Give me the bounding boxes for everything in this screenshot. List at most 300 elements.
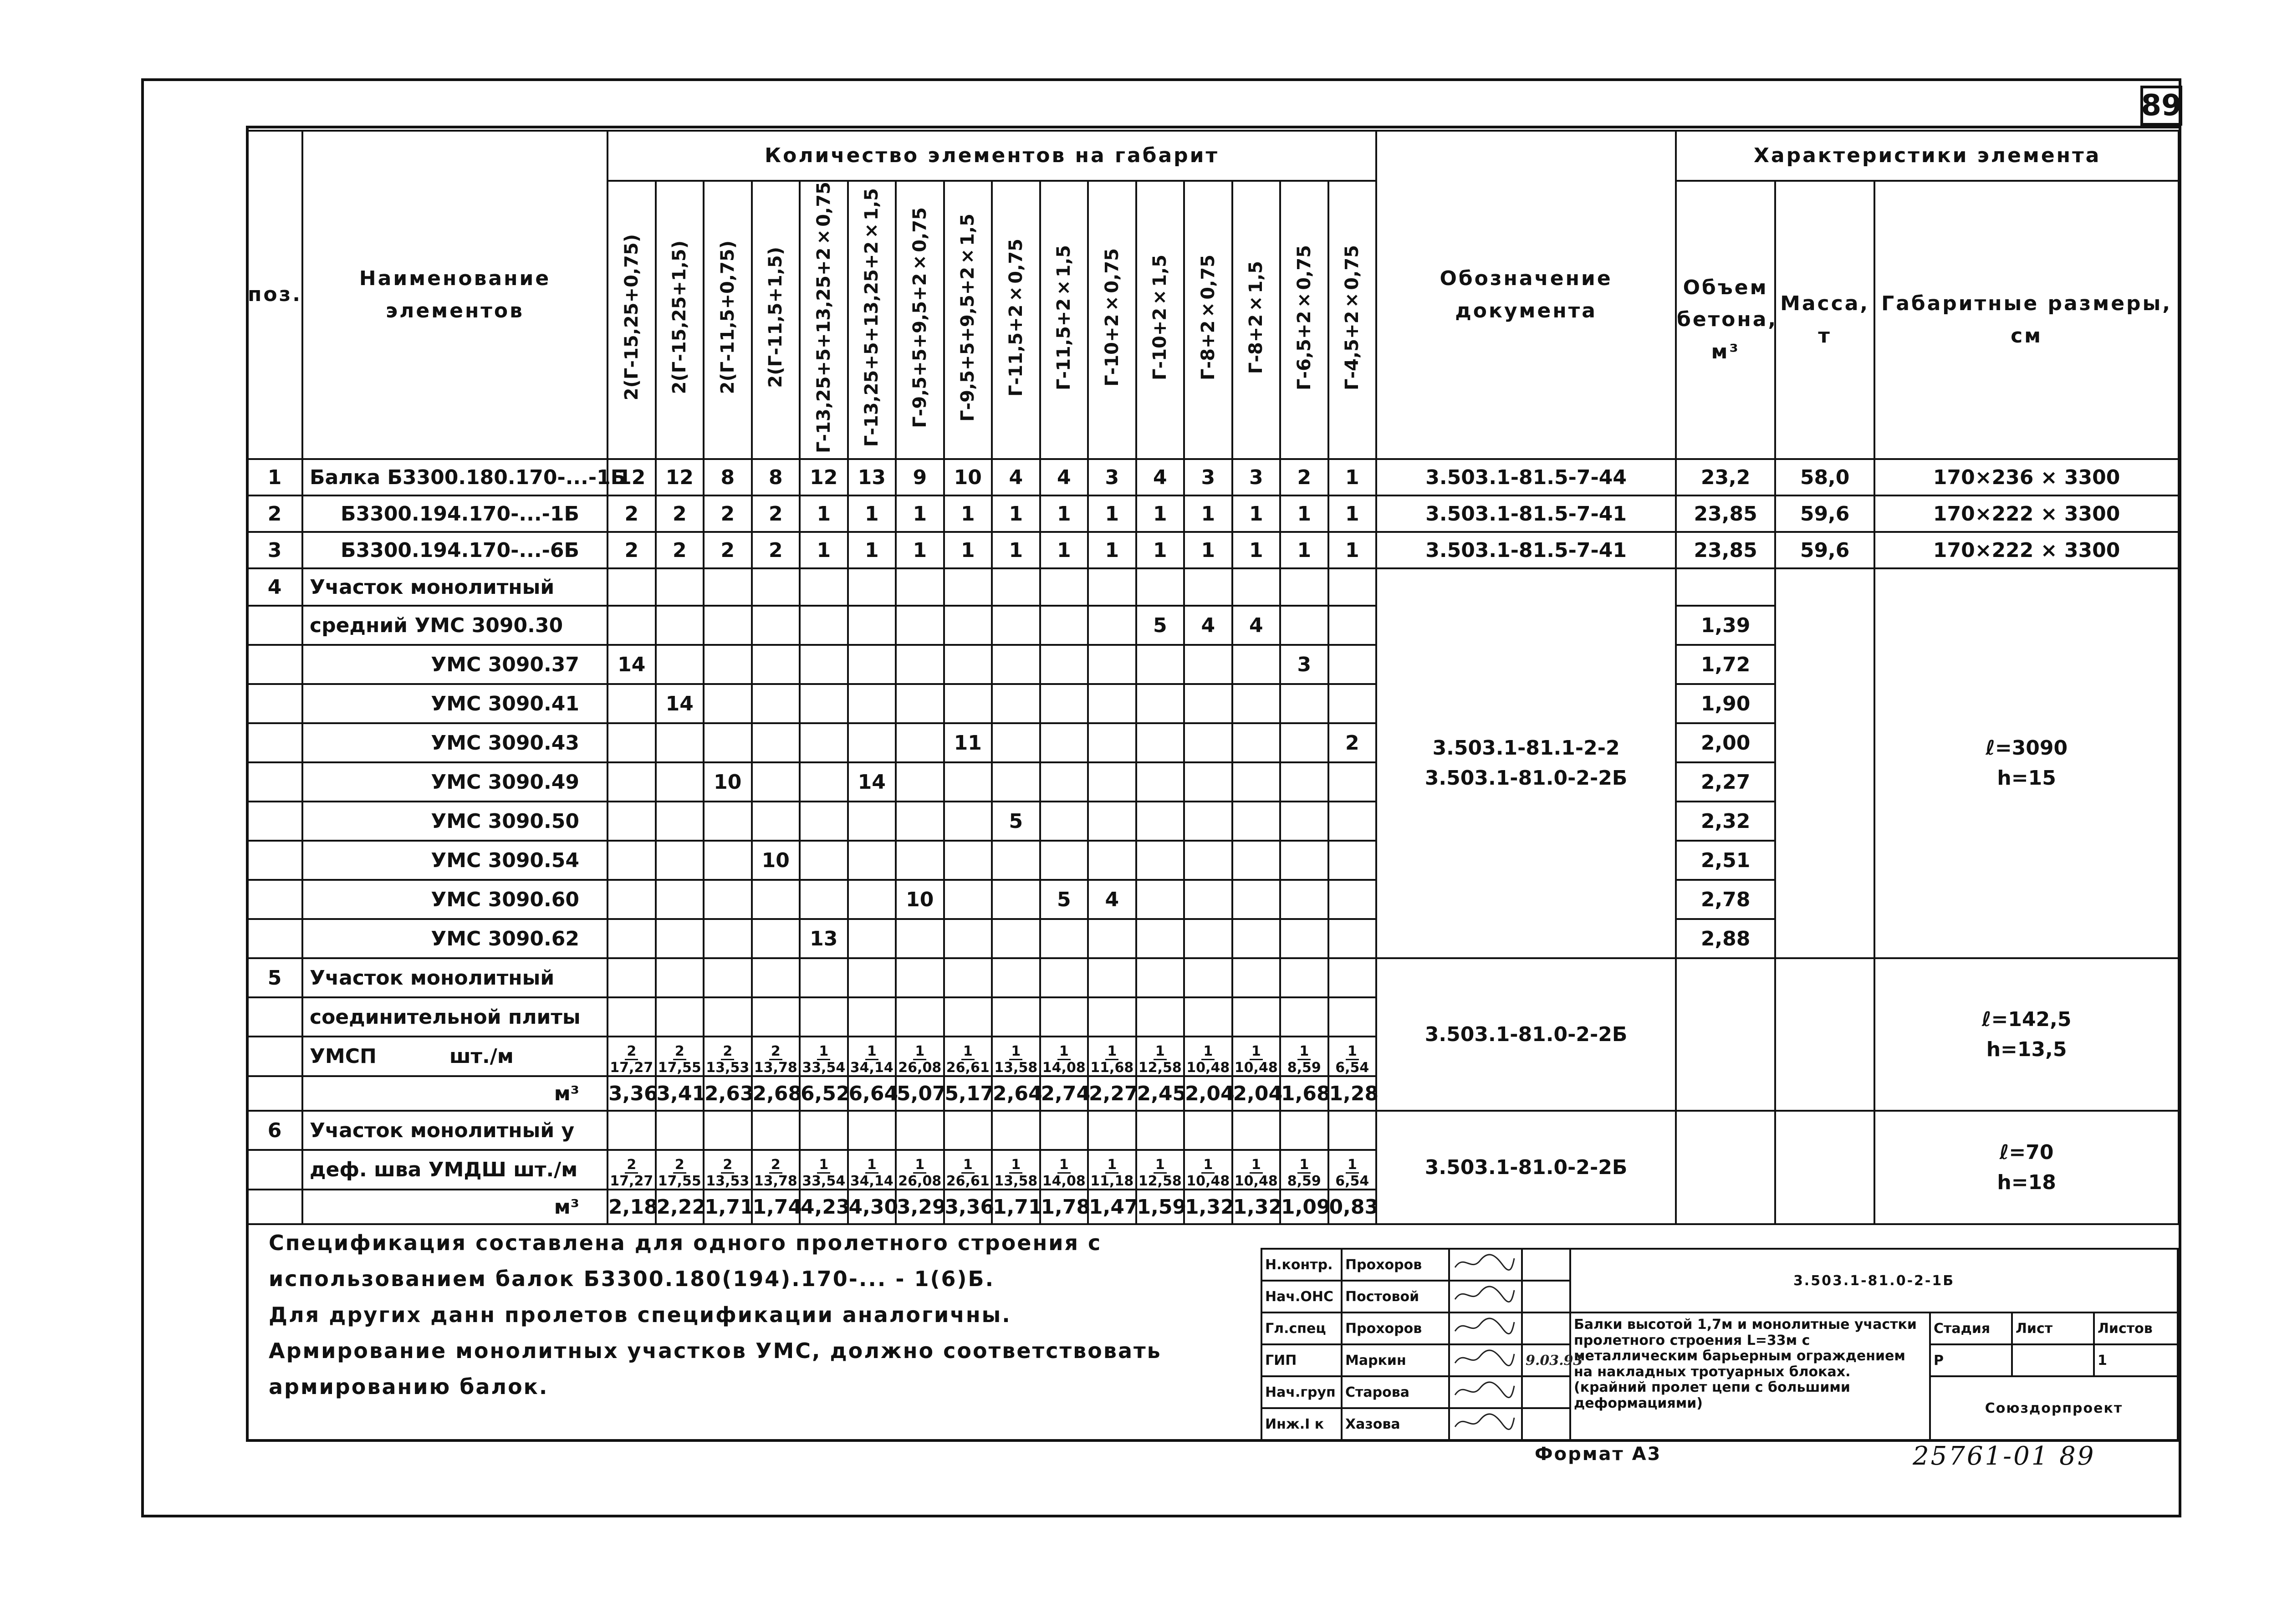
- header-doc: Обозначение документа: [1376, 131, 1676, 459]
- fraction: [1287, 1044, 1321, 1075]
- row-volume: 2,27: [1676, 762, 1775, 802]
- gabarit-label: Г-4,5+2×0,75: [1342, 245, 1363, 390]
- qty-cell: [752, 880, 800, 919]
- header-gabarit: [704, 181, 752, 459]
- row-mass: 58,0: [1775, 459, 1874, 495]
- row-pos: [247, 997, 302, 1037]
- fraction-cell: [848, 1037, 896, 1076]
- qty-cell: [752, 568, 800, 606]
- qty-cell: [1232, 762, 1281, 802]
- fraction-num: 2: [769, 1157, 782, 1174]
- qty-cell: 10: [704, 762, 752, 802]
- fraction-num: 2: [769, 1044, 782, 1060]
- qty-cell: [1136, 762, 1184, 802]
- qty-cell: [1280, 684, 1328, 723]
- section4-doc2: 3.503.1-81.0-2-2Б: [1424, 766, 1628, 790]
- stamp-signature: [1449, 1312, 1522, 1344]
- stamp-doc-number: 3.503.1-81.0-2-1Б: [1570, 1249, 2178, 1312]
- qty-cell: [1040, 919, 1088, 958]
- fraction-den: 10,48: [1234, 1173, 1278, 1190]
- row-pos: 4: [247, 568, 302, 606]
- qty-cell: [608, 1111, 656, 1150]
- qty-cell: [1232, 568, 1281, 606]
- row-name: [302, 1037, 608, 1076]
- stamp-signature: [1449, 1281, 1522, 1312]
- qty-cell: [704, 919, 752, 958]
- qty-cell: 2: [656, 532, 704, 568]
- fraction: [1042, 1044, 1086, 1075]
- qty-cell: [608, 723, 656, 762]
- row-mass: 59,6: [1775, 495, 1874, 532]
- qty-cell: [656, 645, 704, 684]
- vol-cell: 1,74: [752, 1190, 800, 1224]
- qty-cell: [608, 958, 656, 997]
- vol-cell: 3,29: [896, 1190, 944, 1224]
- section5-mass: [1775, 958, 1874, 1111]
- qty-cell: [992, 645, 1040, 684]
- fraction-den: 14,08: [1042, 1173, 1086, 1190]
- fraction-num: 1: [961, 1157, 975, 1174]
- qty-cell: [1184, 723, 1232, 762]
- qty-cell: [896, 645, 944, 684]
- row-pos: 6: [247, 1111, 302, 1150]
- header-dims-unit: см: [2011, 324, 2043, 347]
- stamp-role: Нач.ОНС: [1261, 1281, 1342, 1312]
- row-dims: 170×222 × 3300: [1874, 532, 2179, 568]
- stamp-sheet-label: Лист: [2012, 1312, 2094, 1344]
- qty-cell: 1: [992, 532, 1040, 568]
- fraction-den: 10,48: [1186, 1173, 1230, 1190]
- gabarit-label: Г-11,5+2×1,5: [1053, 245, 1075, 390]
- row-volume: 2,78: [1676, 880, 1775, 919]
- fraction-cell: [656, 1037, 704, 1076]
- row-pos: 3: [247, 532, 302, 568]
- qty-cell: [1184, 880, 1232, 919]
- fraction-num: 2: [721, 1044, 734, 1060]
- qty-cell: [1040, 841, 1088, 880]
- fraction-den: 10,48: [1186, 1060, 1230, 1076]
- row-volume: [1676, 568, 1775, 606]
- fraction-num: 1: [1154, 1157, 1167, 1174]
- qty-cell: 1: [1088, 532, 1136, 568]
- fraction-num: 1: [1346, 1157, 1359, 1174]
- qty-cell: [656, 1111, 704, 1150]
- qty-cell: [992, 1111, 1040, 1150]
- qty-cell: [1184, 684, 1232, 723]
- vol-cell: 6,64: [848, 1076, 896, 1111]
- qty-cell: [608, 880, 656, 919]
- qty-cell: 1: [1136, 532, 1184, 568]
- qty-cell: 5: [992, 802, 1040, 841]
- qty-cell: [1280, 841, 1328, 880]
- table-row: [247, 958, 2179, 997]
- qty-cell: [848, 997, 896, 1037]
- stamp-role: Гл.спец: [1261, 1312, 1342, 1344]
- signature-scribble: [1453, 1411, 1516, 1434]
- stamp-stage: Р: [1930, 1344, 2012, 1376]
- fraction-den: 14,08: [1042, 1060, 1086, 1076]
- qty-cell: [1328, 802, 1377, 841]
- qty-cell: 1: [1184, 495, 1232, 532]
- qty-cell: 14: [608, 645, 656, 684]
- qty-cell: 10: [752, 841, 800, 880]
- vol-cell: 2,74: [1040, 1076, 1088, 1111]
- qty-cell: [800, 723, 848, 762]
- fraction-cell: [1232, 1037, 1281, 1076]
- qty-cell: 8: [752, 459, 800, 495]
- qty-cell: [704, 880, 752, 919]
- fraction-cell: [800, 1150, 848, 1190]
- fraction-cell: [1184, 1037, 1232, 1076]
- qty-cell: [800, 568, 848, 606]
- stamp-signature: [1449, 1344, 1522, 1376]
- vol-cell: 3,36: [608, 1076, 656, 1111]
- qty-cell: 13: [800, 919, 848, 958]
- vol-cell: 3,41: [656, 1076, 704, 1111]
- vol-cell: 1,32: [1232, 1190, 1281, 1224]
- qty-cell: [1040, 723, 1088, 762]
- qty-cell: [1328, 606, 1377, 645]
- stamp-date: [1522, 1376, 1570, 1408]
- qty-cell: 2: [656, 495, 704, 532]
- qty-cell: [608, 841, 656, 880]
- qty-cell: [704, 1111, 752, 1150]
- fraction: [1090, 1044, 1133, 1075]
- section5-doc: 3.503.1-81.0-2-2Б: [1376, 958, 1676, 1111]
- fraction-den: 11,68: [1090, 1060, 1134, 1076]
- fraction-num: 2: [673, 1044, 686, 1060]
- qty-cell: [608, 997, 656, 1037]
- qty-cell: [944, 645, 992, 684]
- header-gabarit: [992, 181, 1040, 459]
- qty-cell: [1232, 1111, 1281, 1150]
- qty-cell: [1088, 997, 1136, 1037]
- qty-cell: [944, 919, 992, 958]
- row-pos: [247, 919, 302, 958]
- fraction-den: 17,55: [658, 1060, 701, 1076]
- qty-cell: 4: [1184, 606, 1232, 645]
- row-name: Участок монолитный: [302, 958, 608, 997]
- row-volume: 23,2: [1676, 459, 1775, 495]
- qty-cell: [704, 684, 752, 723]
- qty-cell: [896, 684, 944, 723]
- fraction-cell: [1280, 1150, 1328, 1190]
- fraction-cell: [944, 1150, 992, 1190]
- section4-dims: [1874, 568, 2179, 958]
- gabarit-label: Г-9,5+5+9,5+2×1,5: [957, 213, 979, 422]
- fraction: [946, 1157, 990, 1189]
- qty-cell: [848, 723, 896, 762]
- qty-cell: [704, 606, 752, 645]
- qty-cell: [848, 1111, 896, 1150]
- qty-cell: [1280, 880, 1328, 919]
- gabarit-label: Г-8+2×0,75: [1197, 255, 1219, 380]
- fraction-num: 1: [1297, 1157, 1311, 1174]
- qty-cell: [1232, 958, 1281, 997]
- qty-cell: [1280, 997, 1328, 1037]
- gabarit-label: Г-13,25+5+13,25+2×0,75: [813, 182, 834, 454]
- row-pos: 1: [247, 459, 302, 495]
- qty-cell: [1184, 958, 1232, 997]
- qty-cell: [1328, 762, 1377, 802]
- vol-cell: 2,64: [992, 1076, 1040, 1111]
- qty-cell: [1328, 645, 1377, 684]
- qty-cell: [656, 568, 704, 606]
- section4-dim2: h=15: [1997, 766, 2056, 790]
- row-pos: [247, 645, 302, 684]
- fraction: [1090, 1157, 1133, 1189]
- fraction-cell: [608, 1150, 656, 1190]
- table-row: [247, 532, 2179, 568]
- stamp-signature: [1449, 1249, 1522, 1281]
- qty-cell: [1136, 684, 1184, 723]
- fraction: [802, 1157, 845, 1189]
- qty-cell: 4: [992, 459, 1040, 495]
- stamp-name: Прохоров: [1342, 1249, 1449, 1281]
- row-volume: 23,85: [1676, 495, 1775, 532]
- vol-cell: 2,27: [1088, 1076, 1136, 1111]
- row-name: Б3300.194.170-...-1Б: [302, 495, 608, 532]
- qty-cell: 1: [1328, 459, 1377, 495]
- qty-cell: [1328, 1111, 1377, 1150]
- stamp-name: Постовой: [1342, 1281, 1449, 1312]
- fraction: [1235, 1157, 1278, 1189]
- fraction-den: 13,78: [754, 1060, 797, 1076]
- fraction-cell: [1040, 1037, 1088, 1076]
- gabarit-label: Г-6,5+2×0,75: [1293, 245, 1315, 390]
- fraction-num: 1: [1105, 1157, 1118, 1174]
- fraction-cell: [1280, 1037, 1328, 1076]
- vol-cell: 2,68: [752, 1076, 800, 1111]
- qty-cell: [1328, 880, 1377, 919]
- qty-cell: [1184, 841, 1232, 880]
- row-name: УМС 3090.37: [302, 645, 608, 684]
- qty-cell: [1088, 958, 1136, 997]
- row-pos: [247, 1037, 302, 1076]
- qty-cell: [1040, 1111, 1088, 1150]
- stamp-sheet: [2012, 1344, 2094, 1376]
- qty-cell: 1: [848, 495, 896, 532]
- qty-cell: 11: [944, 723, 992, 762]
- qty-cell: 10: [896, 880, 944, 919]
- vol-cell: 2,18: [608, 1190, 656, 1224]
- header-volume-unit: м³: [1711, 340, 1740, 363]
- header-mass-label: Масса,: [1780, 292, 1870, 316]
- fraction-num: 1: [1009, 1157, 1022, 1174]
- qty-cell: [848, 645, 896, 684]
- vol-cell: 2,22: [656, 1190, 704, 1224]
- fraction-num: 1: [913, 1044, 926, 1060]
- qty-cell: [896, 841, 944, 880]
- fraction: [898, 1157, 941, 1189]
- qty-cell: 4: [1136, 459, 1184, 495]
- header-dims-label: Габаритные размеры,: [1881, 292, 2172, 316]
- qty-cell: [944, 568, 992, 606]
- fraction-cell: [752, 1150, 800, 1190]
- stamp-stage-label: Стадия: [1930, 1312, 2012, 1344]
- fraction: [1335, 1044, 1369, 1075]
- qty-cell: [1088, 1111, 1136, 1150]
- section5-volume: [1676, 958, 1775, 1111]
- vol-cell: 4,30: [848, 1190, 896, 1224]
- vol-cell: 5,17: [944, 1076, 992, 1111]
- qty-cell: [1280, 802, 1328, 841]
- qty-cell: [608, 684, 656, 723]
- stamp-description: Балки высотой 1,7м и монолитные участки пролетного строения L=33м с металлическим барьерным ограждением на накладных тротуарных блоках. (крайний пролет цепи с большими деформациями): [1570, 1312, 1930, 1440]
- fraction-den: 34,14: [850, 1173, 893, 1190]
- qty-cell: 2: [752, 532, 800, 568]
- fraction-cell: [944, 1037, 992, 1076]
- fraction-den: 26,08: [898, 1173, 942, 1190]
- qty-cell: [896, 606, 944, 645]
- qty-cell: [944, 1111, 992, 1150]
- vol-cell: 1,59: [1136, 1190, 1184, 1224]
- qty-cell: [800, 802, 848, 841]
- qty-cell: [1328, 997, 1377, 1037]
- format-label: Формат А3: [1535, 1444, 1662, 1465]
- row-name: деф. шва УМДШ шт./м: [302, 1150, 608, 1190]
- header-gabarit: [1136, 181, 1184, 459]
- title-block: [1261, 1248, 2179, 1441]
- qty-cell: [800, 762, 848, 802]
- fraction-cell: [992, 1150, 1040, 1190]
- fraction-cell: [1328, 1150, 1377, 1190]
- fraction-num: 2: [625, 1157, 638, 1174]
- header-gabarit: [752, 181, 800, 459]
- qty-cell: [848, 958, 896, 997]
- gabarit-label: Г-11,5+2×0,75: [1005, 238, 1026, 397]
- qty-cell: 8: [704, 459, 752, 495]
- fraction-den: 26,08: [898, 1060, 942, 1076]
- qty-cell: [608, 802, 656, 841]
- qty-cell: [1040, 684, 1088, 723]
- section4-doc1: 3.503.1-81.1-2-2: [1432, 736, 1620, 760]
- qty-cell: 5: [1136, 606, 1184, 645]
- qty-cell: 2: [752, 495, 800, 532]
- qty-cell: 2: [1280, 459, 1328, 495]
- qty-cell: [1136, 841, 1184, 880]
- fraction-num: 1: [817, 1044, 830, 1060]
- header-mass: [1775, 181, 1874, 459]
- qty-cell: 5: [1040, 880, 1088, 919]
- row-pos: 5: [247, 958, 302, 997]
- qty-cell: [848, 802, 896, 841]
- qty-cell: [848, 841, 896, 880]
- table-row: [247, 459, 2179, 495]
- archive-number: 25761-01 89: [1913, 1441, 2096, 1471]
- qty-cell: [752, 997, 800, 1037]
- fraction-den: 12,58: [1138, 1173, 1182, 1190]
- stamp-role: Н.контр.: [1261, 1249, 1342, 1281]
- row-name: УМС 3090.60: [302, 880, 608, 919]
- row-name: УМС 3090.62: [302, 919, 608, 958]
- fraction-num: 1: [913, 1157, 926, 1174]
- qty-cell: 1: [1232, 495, 1281, 532]
- qty-cell: [1184, 919, 1232, 958]
- qty-cell: [1232, 841, 1281, 880]
- qty-cell: [896, 568, 944, 606]
- header-gabarit: [656, 181, 704, 459]
- row-pos: [247, 723, 302, 762]
- vol-cell: 6,52: [800, 1076, 848, 1111]
- qty-cell: 2: [704, 532, 752, 568]
- qty-cell: [992, 841, 1040, 880]
- qty-cell: [1088, 568, 1136, 606]
- qty-cell: [800, 880, 848, 919]
- qty-cell: [944, 997, 992, 1037]
- vol-cell: 1,28: [1328, 1076, 1377, 1111]
- fraction-cell: [800, 1037, 848, 1076]
- section4-dim1: ℓ=3090: [1986, 736, 2068, 760]
- qty-cell: 3: [1232, 459, 1281, 495]
- qty-cell: [944, 802, 992, 841]
- qty-cell: [656, 880, 704, 919]
- header-pos: поз.: [247, 131, 302, 459]
- qty-cell: [1040, 997, 1088, 1037]
- fraction-den: 6,54: [1335, 1173, 1369, 1190]
- qty-cell: 1: [1280, 532, 1328, 568]
- page-number: 89: [2140, 86, 2182, 126]
- qty-cell: [944, 880, 992, 919]
- qty-cell: [704, 997, 752, 1037]
- qty-cell: 1: [1280, 495, 1328, 532]
- qty-cell: [848, 568, 896, 606]
- row-name: УМС 3090.50: [302, 802, 608, 841]
- row-volume: 2,51: [1676, 841, 1775, 880]
- section5-dim1: ℓ=142,5: [1981, 1007, 2072, 1031]
- qty-cell: [848, 684, 896, 723]
- qty-cell: 1: [1136, 495, 1184, 532]
- qty-cell: 4: [1232, 606, 1281, 645]
- qty-cell: [1232, 723, 1281, 762]
- stamp-role: Нач.груп: [1261, 1376, 1342, 1408]
- fraction: [946, 1044, 990, 1075]
- specification-table: [246, 130, 2180, 1225]
- row-dims: 170×222 × 3300: [1874, 495, 2179, 532]
- fraction-den: 17,27: [610, 1060, 653, 1076]
- fraction-den: 33,54: [802, 1060, 846, 1076]
- qty-cell: [896, 958, 944, 997]
- qty-cell: 4: [1088, 880, 1136, 919]
- vol-cell: 1,68: [1280, 1076, 1328, 1111]
- fraction: [1287, 1157, 1321, 1189]
- row-doc: 3.503.1-81.5-7-41: [1376, 532, 1676, 568]
- stamp-name: Хазова: [1342, 1408, 1449, 1440]
- qty-cell: [704, 958, 752, 997]
- qty-cell: [800, 1111, 848, 1150]
- fraction-num: 1: [1297, 1044, 1311, 1060]
- qty-cell: [848, 919, 896, 958]
- qty-cell: [1232, 997, 1281, 1037]
- gabarit-label: 2(Г-11,5+0,75): [717, 240, 738, 394]
- fraction-den: 26,61: [946, 1173, 990, 1190]
- qty-cell: 1: [848, 532, 896, 568]
- qty-cell: [896, 723, 944, 762]
- qty-cell: [1136, 1111, 1184, 1150]
- qty-cell: [944, 762, 992, 802]
- row-pos: [247, 606, 302, 645]
- row-pos: [247, 841, 302, 880]
- gabarit-label: Г-10+2×1,5: [1149, 255, 1171, 380]
- qty-cell: 14: [656, 684, 704, 723]
- stamp-org: Союздорпроект: [1930, 1376, 2178, 1440]
- row-dims: 170×236 × 3300: [1874, 459, 2179, 495]
- qty-cell: [1136, 958, 1184, 997]
- note-line: Для других данн пролетов спецификации аналогичны.: [269, 1302, 1011, 1328]
- qty-cell: 14: [848, 762, 896, 802]
- stamp-name: Прохоров: [1342, 1312, 1449, 1344]
- qty-cell: [1088, 684, 1136, 723]
